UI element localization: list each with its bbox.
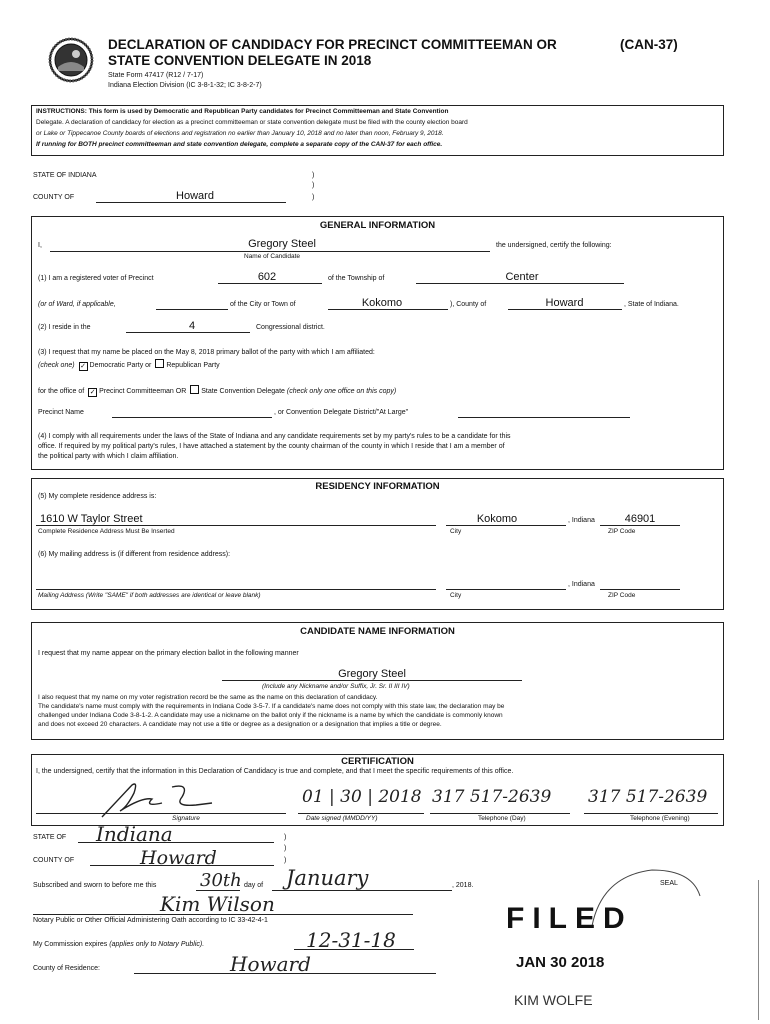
ward-field[interactable]	[156, 309, 228, 310]
state-convention-delegate-checkbox[interactable]	[190, 385, 199, 394]
clerk-stamp: KIM WOLFE	[514, 992, 593, 1008]
precinct-name-field[interactable]	[112, 417, 272, 418]
commission-expires-field[interactable]: 12-31-18	[306, 928, 396, 952]
form-title-line2: STATE CONVENTION DELEGATE IN 2018	[108, 53, 372, 68]
certification-heading: CERTIFICATION	[341, 756, 414, 767]
filed-date-stamp: JAN 30 2018	[516, 954, 605, 971]
state-seal-logo	[48, 37, 94, 83]
scan-edge-mark	[758, 880, 759, 1020]
county-of-residence-field[interactable]: Howard	[230, 952, 311, 976]
instructions-line1: INSTRUCTIONS: This form is used by Democratic and Republican Party candidates for Precinct Committeeman and State Convention	[36, 108, 449, 115]
residence-street-field[interactable]: 1610 W Taylor Street	[40, 513, 143, 525]
democratic-party-checkbox[interactable]: ✓	[80, 363, 86, 370]
sworn-day-field[interactable]: 30th	[200, 870, 242, 891]
residence-city-field[interactable]: Kokomo	[476, 513, 518, 525]
general-county-field[interactable]: Howard	[545, 297, 584, 309]
precinct-number-field[interactable]: 602	[257, 271, 277, 283]
residency-information-section: RESIDENCY INFORMATION (5) My complete residence address is: 1610 W Taylor Street Kokomo , Indiana 46901 Complete Residence Address Must Be Inserted City ZIP Code (6) My mailing address is (if different from residence address): , Indiana Mailing Address (Write "SAME" if both addresses are identical or leave blank) City ZIP Code	[31, 478, 724, 610]
notary-signature[interactable]: Kim Wilson	[160, 892, 275, 916]
mailing-city-field[interactable]	[446, 589, 566, 590]
instructions-line4: If running for BOTH precinct committeeman and state convention delegate, complete a separate copy of the CAN-37 for each office.	[36, 141, 443, 148]
candidate-name-heading: CANDIDATE NAME INFORMATION	[300, 626, 455, 637]
name-caption: Name of Candidate	[244, 253, 301, 260]
candidate-name-section: CANDIDATE NAME INFORMATION I request that my name appear on the primary election ballot in the following manner Gregory Steel (Include any Nickname and/or Suffix, Jr. Sr. II III IV) I also request that my name on my voter registration record be the same as the name on this declaration of candidacy. The candidate's name must comply with the requirements in Indiana Code 3-5-7. If a candidate's name does not comply with this state law, the declaration may be challenged under Indiana Code 3-8-1-2. A candidate may use a nickname on the ballot only if the nickname is a name by which the candidate is commonly known and does not exceed 20 characters. A candidate may not use a title or degree as a designation or a designation that implies a title or degree.	[31, 622, 724, 740]
phone-day-field[interactable]: 317 517-2639	[432, 787, 552, 807]
residency-heading: RESIDENCY INFORMATION	[315, 481, 440, 492]
sworn-month-field[interactable]: January	[286, 866, 369, 890]
date-signed-field[interactable]: 01 | 30 | 2018	[302, 787, 422, 807]
filed-stamp: FILED	[506, 902, 633, 935]
instructions-line3: or Lake or Tippecanoe County boards of elections and registration no earlier than January 10, 2018 and no later than noon, February 9, 2018.	[36, 130, 444, 137]
republican-party-checkbox[interactable]	[155, 359, 164, 368]
mailing-address-field[interactable]	[36, 589, 436, 590]
notary-state-field[interactable]: Indiana	[96, 822, 173, 846]
delegate-district-field[interactable]	[458, 417, 630, 418]
candidate-name-field[interactable]: Gregory Steel	[248, 238, 316, 250]
instructions-line2: Delegate. A declaration of candidacy for election as a precinct committeeman or state convention delegate must be filed with the county election board	[36, 119, 468, 126]
phone-evening-field[interactable]: 317 517-2639	[588, 787, 708, 807]
seal-label: SEAL	[660, 880, 678, 887]
notary-county-field[interactable]: Howard	[140, 847, 217, 869]
township-field[interactable]: Center	[505, 271, 539, 283]
election-division: Indiana Election Division (IC 3-8-1-32; IC 3-8-2-7)	[108, 82, 262, 89]
state-form-number: State Form 47417 (R12 / 7-17)	[108, 72, 204, 79]
congressional-district-field[interactable]: 4	[188, 320, 196, 332]
city-field[interactable]: Kokomo	[361, 297, 403, 309]
state-of-indiana-label: STATE OF INDIANA	[33, 172, 97, 179]
instructions-box	[31, 105, 724, 156]
certification-section: CERTIFICATION I, the undersigned, certify that the information in this Declaration of Candidacy is true and complete, and that I meet the specific requirements of this office. Signature 01 | 30 | 2018 Date signed (MMDD/YY) 317 517-2639 Telephone (Day) 317 517-2639 Telephone (Evening)	[31, 754, 724, 826]
form-title-line1: DECLARATION OF CANDIDACY FOR PRECINCT COMMITTEEMAN OR	[108, 37, 557, 52]
residence-zip-field[interactable]: 46901	[624, 513, 656, 525]
ballot-name-field[interactable]: Gregory Steel	[338, 668, 406, 680]
precinct-committeeman-checkbox[interactable]: ✓	[89, 389, 96, 396]
form-code: (CAN-37)	[620, 37, 678, 52]
general-information-heading: GENERAL INFORMATION	[319, 220, 436, 231]
mailing-zip-field[interactable]	[600, 589, 680, 590]
venue-county-value[interactable]: Howard	[176, 190, 214, 202]
general-information-section: GENERAL INFORMATION I, Gregory Steel the undersigned, certify the following: Name of Candidate (1) I am a registered voter of Precinct 602 of the Township of Center (or of Ward, if applicable, of the City or Town of Kokomo ), County of Howard , State of Indiana. (2) I reside in the 4 Congressional district. (3) I request that my name be placed on the May 8, 2018 primary ballot of the party with which I am affiliated: (check one) ✓ Democratic Party or Republican Party for the office of ✓ Precinct Committeeman OR State Convention Delegate (check only one office on this copy) Precinct Name , or Convention Delegate District/"At Large" (4) I comply with all requirements under the laws of the State of Indiana and any candidate requirements set by my party's rules to be a candidate for this office. If required by my political party's rules, I have attached a statement by the county chairman of the county in which I reside that I am a member of the political party with which I claim affiliation.	[31, 216, 724, 470]
county-of-label: COUNTY OF	[33, 194, 75, 201]
